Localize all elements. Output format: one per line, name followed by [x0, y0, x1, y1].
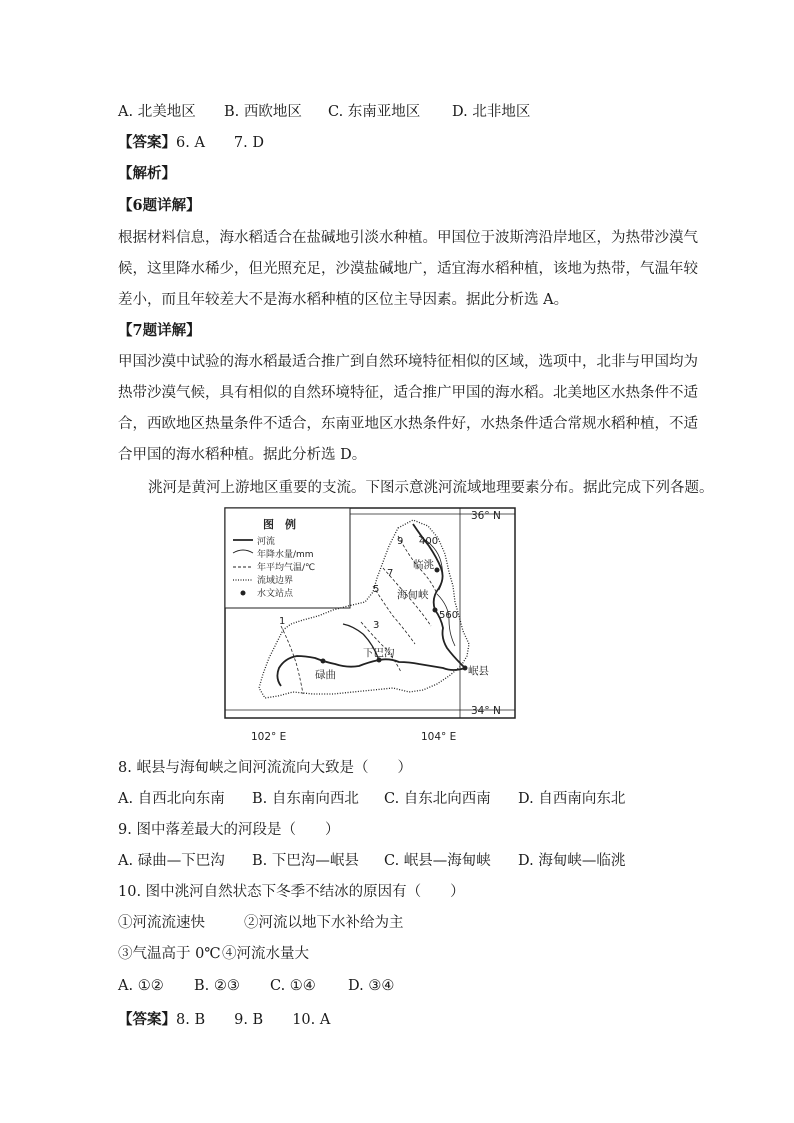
isotherm-1: 1: [279, 616, 286, 627]
legend-basin-boundary: 流域边界: [257, 576, 294, 586]
isotherm-3: 3: [373, 620, 380, 631]
legend-river: 河流: [257, 537, 276, 547]
option-d: D. 北非地区: [452, 104, 531, 120]
item-3: ③气温高于 0℃: [118, 946, 221, 962]
option-b: B. 自东南向西北: [252, 791, 359, 807]
option-c: C. 自东北向西南: [384, 791, 491, 807]
q10-options: [118, 976, 394, 996]
station-luqu: 碌曲: [315, 669, 336, 681]
isotherm-9: 9: [397, 536, 404, 547]
q7-detail-line: 甲国沙漠中试验的海水稻最适合推广到自然环境特征相似的区域，选项中，北非与甲国均为: [118, 354, 698, 370]
option-b: B. 西欧地区: [224, 104, 302, 120]
q9-stem: 9. 图中落差最大的河段是（ ）: [118, 822, 340, 838]
option-d: D. 自西南向东北: [518, 791, 626, 807]
q8-options: [118, 789, 625, 809]
q6-detail-line: 候，这里降水稀少，但光照充足，沙漠盐碱地广，适宜海水稻种植，该地为热带，气温年较: [118, 261, 698, 277]
option-c: C. 东南亚地区: [328, 104, 421, 120]
option-d: D. 海甸峡—临洮: [518, 853, 626, 869]
analysis-label: 【解析】: [118, 165, 176, 182]
q7-detail-line: 合，西欧地区热量条件不适合，东南亚地区水热条件好，水热条件适合常规水稻种植，不适: [118, 416, 698, 432]
q7-detail-line: 合甲国的海水稻种植。据此分析选 D。: [118, 447, 367, 463]
item-1: ①河流流速快: [118, 915, 205, 931]
station-lintao: 临洮: [413, 559, 434, 571]
q10-items-row2: [118, 944, 309, 964]
q7-detail-label: 【7题详解】: [118, 322, 201, 339]
legend-precipitation: 年降水量/mm: [257, 550, 314, 560]
station-xiabagou: 下巴沟: [363, 647, 395, 659]
q7-detail-line: 热带沙漠气候，具有相似的自然环境特征，适合推广甲国的海水稻。北美地区水热条件不适: [118, 385, 698, 401]
legend-station: 水文站点: [257, 589, 294, 599]
item-2: ②河流以地下水补给为主: [244, 915, 404, 931]
q6-detail-line: 差小，而且年较差大不是海水稻种植的区位主导因素。据此分析选 A。: [118, 292, 569, 308]
q10-stem: 10. 图中洮河自然状态下冬季不结冰的原因有（ ）: [118, 884, 465, 900]
station-haidianxia: 海甸峡: [397, 589, 429, 601]
q7-options: [118, 102, 530, 122]
legend-temperature: 年平均气温/℃: [257, 563, 316, 573]
isotherm-5: 5: [373, 584, 380, 595]
q6-detail-line: 根据材料信息，海水稻适合在盐碱地引淡水种植。甲国位于波斯湾沿岸地区，为热带沙漠气: [118, 230, 698, 246]
legend-title: 图 例: [263, 518, 296, 531]
answer-text: 8. B 9. B 10. A: [176, 1012, 331, 1028]
taohe-basin-map: [223, 506, 523, 746]
item-4: ④河流水量大: [222, 946, 309, 962]
answer-line-1: [118, 133, 264, 153]
option-a: A. 自西北向东南: [118, 791, 225, 807]
lat-label-top: 36° N: [471, 510, 501, 522]
option-a: A. 碌曲—下巴沟: [118, 853, 225, 869]
lat-label-bottom: 34° N: [471, 705, 501, 717]
intro-paragraph: 洮河是黄河上游地区重要的支流。下图示意洮河流域地理要素分布。据此完成下列各题。: [148, 480, 714, 496]
station-minxian: 岷县: [468, 665, 489, 677]
answer-text: 6. A 7. D: [176, 135, 264, 151]
option-a: A. ①②: [118, 978, 164, 994]
option-d: D. ③④: [348, 978, 395, 994]
option-c: C. 岷县—海甸峡: [384, 853, 491, 869]
answer-label: 【答案】: [118, 1011, 176, 1028]
isohyet-560: 560: [439, 610, 459, 621]
option-a: A. 北美地区: [118, 104, 196, 120]
option-b: B. 下巴沟—岷县: [252, 853, 359, 869]
lon-label-left: 102° E: [251, 731, 287, 743]
answer-line-2: [118, 1010, 330, 1030]
q6-detail-label: 【6题详解】: [118, 197, 201, 214]
q8-stem: 8. 岷县与海甸峡之间河流流向大致是（ ）: [118, 760, 412, 776]
isotherm-7: 7: [387, 568, 394, 579]
lon-label-right: 104° E: [421, 731, 457, 743]
option-c: C. ①④: [270, 978, 316, 994]
q10-items-row1: [118, 913, 404, 933]
option-b: B. ②③: [194, 978, 240, 994]
q9-options: [118, 851, 625, 871]
answer-label: 【答案】: [118, 134, 176, 151]
isohyet-400: 400: [419, 536, 439, 547]
